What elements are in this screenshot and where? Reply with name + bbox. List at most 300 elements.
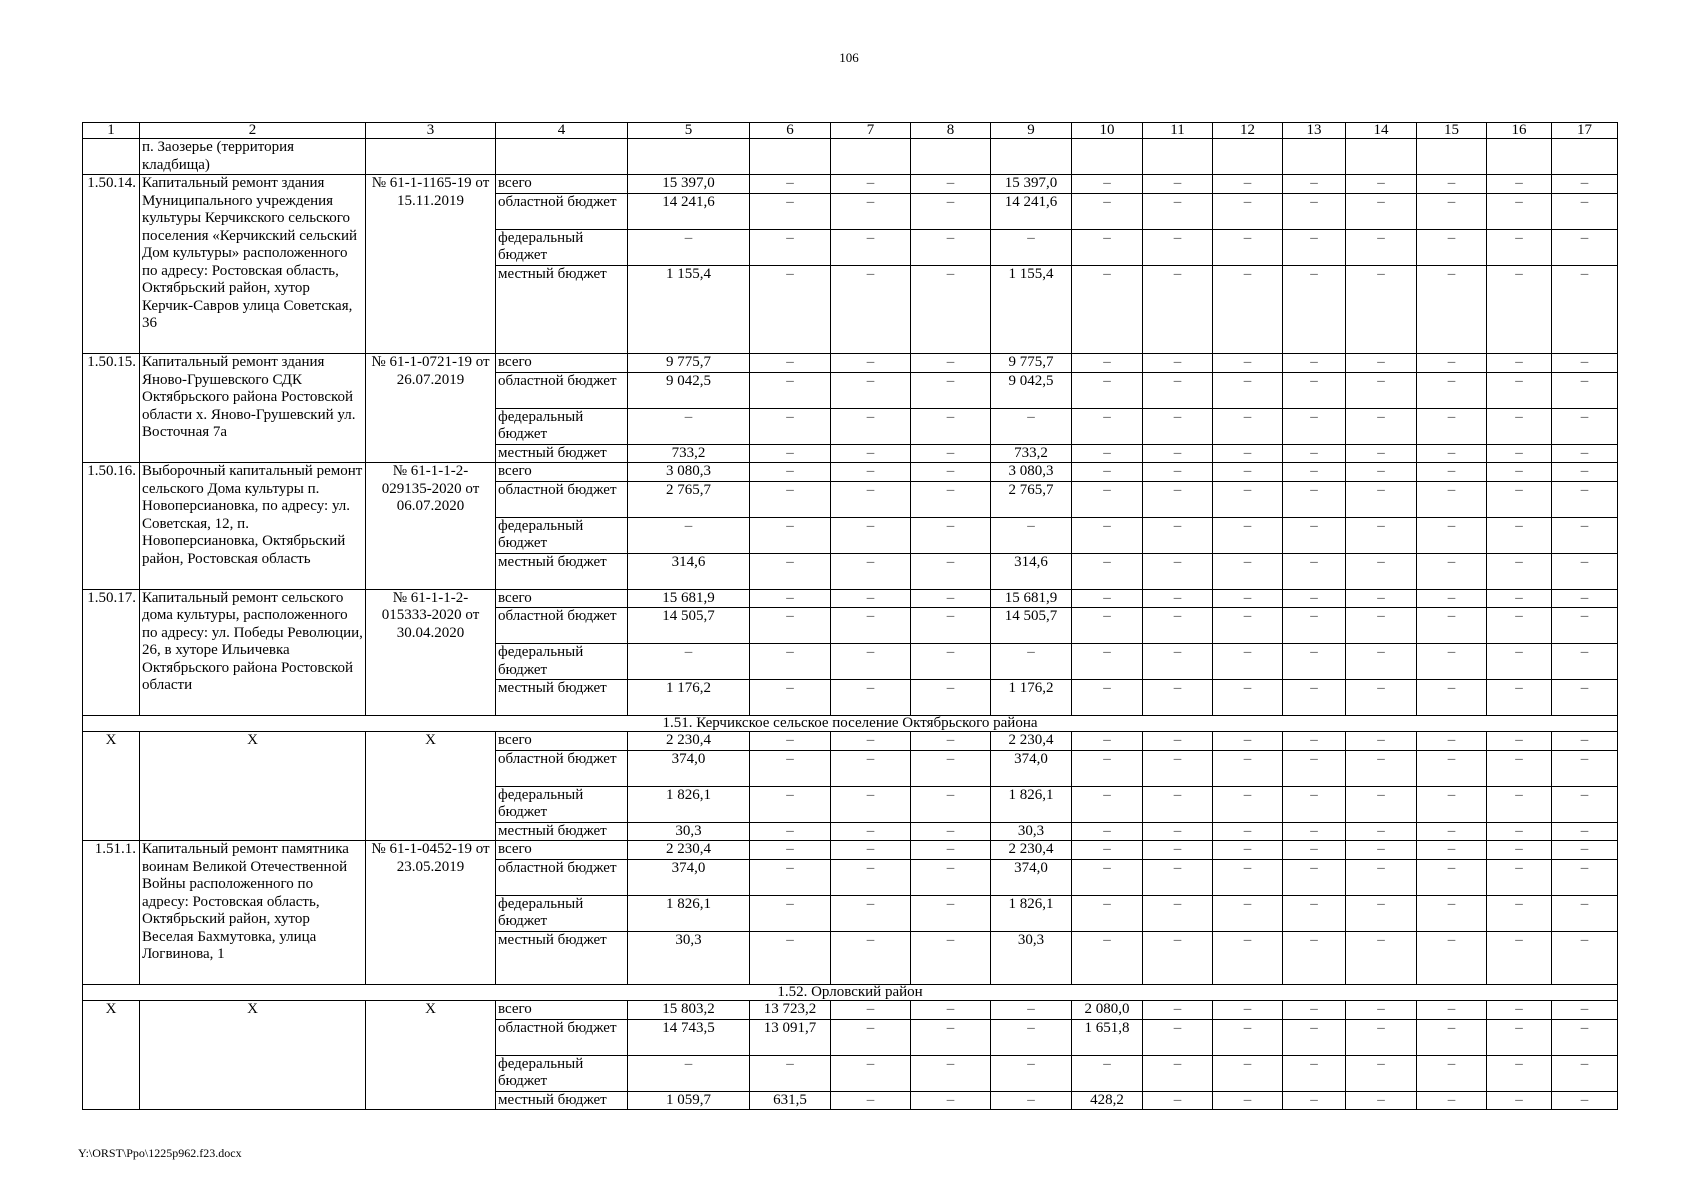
dash-cell: – (750, 608, 831, 644)
dash-cell: – (750, 372, 831, 408)
dash-cell: – (1346, 589, 1417, 608)
dash-cell: – (1487, 859, 1552, 895)
dash-cell: – (911, 822, 991, 841)
dash-cell: – (1487, 589, 1552, 608)
fund-label: местный бюджет (496, 680, 628, 716)
value-cell: 30,3 (991, 822, 1072, 841)
dash-cell: – (1487, 1019, 1552, 1055)
dash-cell: – (1552, 372, 1618, 408)
dash-cell: – (1552, 841, 1618, 860)
dash-cell: – (1417, 895, 1487, 931)
dash-cell: – (1143, 859, 1213, 895)
table-cell (1552, 139, 1618, 175)
dash-cell: – (1552, 481, 1618, 517)
fund-label: областной бюджет (496, 750, 628, 786)
dash-cell: – (1143, 463, 1213, 482)
dash-cell: – (1072, 229, 1143, 265)
column-header: 13 (1283, 123, 1346, 139)
dash-cell: – (1417, 481, 1487, 517)
doc-number: № 61-1-1-2-029135-2020 от 06.07.2020 (366, 463, 496, 590)
dash-cell: – (1417, 444, 1487, 463)
dash-cell: – (911, 1001, 991, 1020)
dash-cell: – (911, 354, 991, 373)
dash-cell: – (831, 1091, 911, 1110)
dash-cell: – (1072, 517, 1143, 553)
fund-label: всего (496, 354, 628, 373)
dash-cell: – (911, 608, 991, 644)
dash-cell: – (1213, 608, 1283, 644)
dash-cell: – (911, 444, 991, 463)
dash-cell: – (831, 372, 911, 408)
dash-cell: – (750, 481, 831, 517)
fund-label: всего (496, 841, 628, 860)
dash-cell: – (911, 265, 991, 354)
dash-cell: – (1283, 841, 1346, 860)
dash-cell: – (831, 644, 911, 680)
dash-cell: – (1143, 372, 1213, 408)
dash-cell: – (1552, 1055, 1618, 1091)
dash-cell: – (1417, 354, 1487, 373)
dash-cell: – (1487, 841, 1552, 860)
value-cell: 428,2 (1072, 1091, 1143, 1110)
dash-cell: – (1487, 1055, 1552, 1091)
dash-cell: – (1072, 680, 1143, 716)
dash-cell: – (1487, 265, 1552, 354)
value-cell: 9 775,7 (991, 354, 1072, 373)
dash-cell: – (831, 859, 911, 895)
table-cell (750, 139, 831, 175)
value-cell: 13 091,7 (750, 1019, 831, 1055)
fund-label: федеральный бюджет (496, 644, 628, 680)
dash-cell: – (1283, 481, 1346, 517)
dash-cell: – (831, 193, 911, 229)
dash-cell: – (1552, 859, 1618, 895)
dash-cell: – (750, 175, 831, 194)
dash-cell: – (1283, 354, 1346, 373)
fund-label: федеральный бюджет (496, 895, 628, 931)
dash-cell: – (1213, 553, 1283, 589)
value-cell: – (750, 1055, 831, 1091)
value-cell: 1 651,8 (1072, 1019, 1143, 1055)
table-row (83, 354, 1618, 373)
value-cell: 15 397,0 (991, 175, 1072, 194)
dash-cell: – (1283, 895, 1346, 931)
object-name: Капитальный ремонт памятника воинам Великой Отечественной Войны расположенного по адресу: Ростовская область, Октябрьский район, хутор Веселая Бахмутовка, улица Логвинова, 1 (140, 841, 366, 985)
dash-cell: – (1487, 644, 1552, 680)
dash-cell: – (1346, 608, 1417, 644)
dash-cell: – (1552, 680, 1618, 716)
dash-cell: – (1283, 229, 1346, 265)
dash-cell: – (991, 1091, 1072, 1110)
x-mark: X (366, 732, 496, 841)
dash-cell: – (1213, 229, 1283, 265)
dash-cell: – (1346, 1019, 1417, 1055)
dash-cell: – (1417, 589, 1487, 608)
dash-cell: – (831, 1055, 911, 1091)
dash-cell: – (1283, 859, 1346, 895)
header-row (83, 123, 1618, 139)
dash-cell: – (1346, 408, 1417, 444)
dash-cell: – (1346, 553, 1417, 589)
row-number: 1.51.1. (83, 841, 140, 985)
dash-cell: – (1417, 175, 1487, 194)
x-mark: X (83, 732, 140, 841)
column-header: 16 (1487, 123, 1552, 139)
row-number: 1.50.17. (83, 589, 140, 716)
value-cell: 314,6 (628, 553, 750, 589)
dash-cell: – (1346, 822, 1417, 841)
dash-cell: – (911, 372, 991, 408)
dash-cell: – (750, 644, 831, 680)
dash-cell: – (1143, 229, 1213, 265)
dash-cell: – (1346, 229, 1417, 265)
dash-cell: – (750, 265, 831, 354)
dash-cell: – (1072, 750, 1143, 786)
value-cell: 3 080,3 (628, 463, 750, 482)
dash-cell: – (1417, 265, 1487, 354)
dash-cell: – (1213, 175, 1283, 194)
column-header: 7 (831, 123, 911, 139)
dash-cell: – (1487, 372, 1552, 408)
section-row (83, 716, 1618, 732)
dash-cell: – (1143, 750, 1213, 786)
fund-label: федеральный бюджет (496, 229, 628, 265)
dash-cell: – (750, 895, 831, 931)
dash-cell: – (1143, 175, 1213, 194)
dash-cell: – (750, 444, 831, 463)
dash-cell: – (1213, 408, 1283, 444)
dash-cell: – (1143, 841, 1213, 860)
dash-cell: – (1283, 1019, 1346, 1055)
dash-cell: – (1417, 1019, 1487, 1055)
dash-cell: – (750, 193, 831, 229)
dash-cell: – (1213, 463, 1283, 482)
dash-cell: – (1552, 408, 1618, 444)
row-number: 1.50.15. (83, 354, 140, 463)
dash-cell: – (1487, 931, 1552, 985)
doc-number: № 61-1-1-2-015333-2020 от 30.04.2020 (366, 589, 496, 716)
dash-cell: – (1213, 841, 1283, 860)
column-header: 15 (1417, 123, 1487, 139)
table-cell (1283, 139, 1346, 175)
dash-cell: – (1143, 265, 1213, 354)
dash-cell: – (1072, 175, 1143, 194)
dash-cell: – (1213, 680, 1283, 716)
dash-cell: – (1417, 408, 1487, 444)
dash-cell: – (1143, 408, 1213, 444)
dash-cell: – (911, 644, 991, 680)
dash-cell: – (1072, 589, 1143, 608)
dash-cell: – (1213, 517, 1283, 553)
value-cell: 2 765,7 (991, 481, 1072, 517)
dash-cell: – (1487, 354, 1552, 373)
dash-cell: – (911, 732, 991, 751)
dash-cell: – (1143, 1019, 1213, 1055)
dash-cell: – (1552, 229, 1618, 265)
table-cell (366, 139, 496, 175)
dash-cell: – (831, 481, 911, 517)
value-cell: 14 505,7 (628, 608, 750, 644)
dash-cell: – (831, 463, 911, 482)
dash-cell: – (1143, 680, 1213, 716)
column-header: 8 (911, 123, 991, 139)
dash-cell: – (1487, 408, 1552, 444)
dash-cell: – (1143, 1055, 1213, 1091)
value-cell: – (628, 644, 750, 680)
object-name: п. Заозерье (территория кладбища) (140, 139, 366, 175)
dash-cell: – (1143, 553, 1213, 589)
dash-cell: – (1213, 481, 1283, 517)
dash-cell: – (1346, 841, 1417, 860)
dash-cell: – (1417, 822, 1487, 841)
dash-cell: – (1417, 680, 1487, 716)
value-cell: 1 155,4 (991, 265, 1072, 354)
dash-cell: – (1346, 265, 1417, 354)
dash-cell: – (750, 408, 831, 444)
dash-cell: – (1417, 553, 1487, 589)
dash-cell: – (1346, 1001, 1417, 1020)
dash-cell: – (1283, 732, 1346, 751)
dash-cell: – (1552, 786, 1618, 822)
dash-cell: – (750, 463, 831, 482)
dash-cell: – (1417, 841, 1487, 860)
dash-cell: – (911, 786, 991, 822)
dash-cell: – (1417, 859, 1487, 895)
dash-cell: – (911, 463, 991, 482)
dash-cell: – (1487, 481, 1552, 517)
fund-label: всего (496, 732, 628, 751)
dash-cell: – (1487, 1001, 1552, 1020)
dash-cell: – (1487, 175, 1552, 194)
x-mark: X (366, 1001, 496, 1110)
dash-cell: – (1072, 265, 1143, 354)
dash-cell: – (831, 589, 911, 608)
value-cell: 1 155,4 (628, 265, 750, 354)
dash-cell: – (750, 750, 831, 786)
x-mark: X (140, 1001, 366, 1110)
table-row (83, 139, 1618, 175)
dash-cell: – (1072, 859, 1143, 895)
dash-cell: – (1072, 408, 1143, 444)
column-header: 11 (1143, 123, 1213, 139)
dash-cell: – (1487, 229, 1552, 265)
dash-cell: – (911, 175, 991, 194)
fund-label: всего (496, 175, 628, 194)
dash-cell: – (1283, 1055, 1346, 1091)
dash-cell: – (1283, 517, 1346, 553)
table-cell (83, 139, 140, 175)
dash-cell: – (750, 517, 831, 553)
table-cell (911, 139, 991, 175)
value-cell: 3 080,3 (991, 463, 1072, 482)
dash-cell: – (1143, 822, 1213, 841)
section-row (83, 985, 1618, 1001)
fund-label: областной бюджет (496, 481, 628, 517)
dash-cell: – (1552, 608, 1618, 644)
dash-cell: – (1417, 1091, 1487, 1110)
dash-cell: – (1143, 1001, 1213, 1020)
dash-cell: – (1552, 822, 1618, 841)
section-title: 1.52. Орловский район (83, 985, 1618, 1001)
dash-cell: – (831, 841, 911, 860)
value-cell: 2 230,4 (991, 732, 1072, 751)
dash-cell: – (1283, 608, 1346, 644)
dash-cell: – (831, 822, 911, 841)
dash-cell: – (750, 229, 831, 265)
dash-cell: – (1552, 517, 1618, 553)
dash-cell: – (1143, 444, 1213, 463)
value-cell: 1 826,1 (628, 895, 750, 931)
dash-cell: – (1417, 931, 1487, 985)
dash-cell: – (1283, 822, 1346, 841)
value-cell: – (991, 644, 1072, 680)
value-cell: 374,0 (991, 750, 1072, 786)
doc-number: № 61-1-1165-19 от 15.11.2019 (366, 175, 496, 354)
dash-cell: – (911, 589, 991, 608)
dash-cell: – (1072, 372, 1143, 408)
value-cell: 1 176,2 (628, 680, 750, 716)
object-name: Капитальный ремонт здания Яново-Грушевского СДК Октябрьского района Ростовской области х. Яново-Грушевский ул. Восточная 7а (140, 354, 366, 463)
dash-cell: – (1552, 589, 1618, 608)
value-cell: 15 681,9 (628, 589, 750, 608)
dash-cell: – (1283, 931, 1346, 985)
dash-cell: – (1487, 444, 1552, 463)
dash-cell: – (1346, 786, 1417, 822)
table-row (83, 463, 1618, 482)
dash-cell: – (1346, 859, 1417, 895)
fund-label: местный бюджет (496, 265, 628, 354)
dash-cell: – (1283, 463, 1346, 482)
table-cell (1143, 139, 1213, 175)
row-number: 1.50.14. (83, 175, 140, 354)
value-cell: 14 241,6 (628, 193, 750, 229)
dash-cell: – (1143, 193, 1213, 229)
dash-cell: – (750, 589, 831, 608)
table-cell (831, 139, 911, 175)
dash-cell: – (1283, 444, 1346, 463)
dash-cell: – (831, 444, 911, 463)
value-cell: 2 765,7 (628, 481, 750, 517)
dash-cell: – (831, 553, 911, 589)
dash-cell: – (1072, 481, 1143, 517)
dash-cell: – (1417, 463, 1487, 482)
budget-table (82, 122, 1618, 1110)
dash-cell: – (1283, 193, 1346, 229)
dash-cell: – (911, 481, 991, 517)
dash-cell: – (1072, 608, 1143, 644)
dash-cell: – (1213, 372, 1283, 408)
fund-label: областной бюджет (496, 608, 628, 644)
value-cell: 14 241,6 (991, 193, 1072, 229)
dash-cell: – (1552, 444, 1618, 463)
dash-cell: – (1487, 732, 1552, 751)
dash-cell: – (1346, 463, 1417, 482)
dash-cell: – (1346, 1055, 1417, 1091)
fund-label: областной бюджет (496, 372, 628, 408)
column-header: 17 (1552, 123, 1618, 139)
object-name: Капитальный ремонт сельского дома культуры, расположенного по адресу: ул. Победы Революции, 26, в хуторе Ильичевка Октябрьского района Ростовской области (140, 589, 366, 716)
value-cell: – (991, 517, 1072, 553)
fund-label: федеральный бюджет (496, 1055, 628, 1091)
dash-cell: – (1346, 750, 1417, 786)
value-cell: – (991, 408, 1072, 444)
dash-cell: – (1417, 750, 1487, 786)
dash-cell: – (831, 229, 911, 265)
dash-cell: – (1417, 193, 1487, 229)
value-cell: 374,0 (628, 750, 750, 786)
dash-cell: – (1213, 931, 1283, 985)
value-cell: 2 080,0 (1072, 1001, 1143, 1020)
dash-cell: – (1552, 644, 1618, 680)
dash-cell: – (1346, 1091, 1417, 1110)
dash-cell: – (911, 1019, 991, 1055)
dash-cell: – (1143, 732, 1213, 751)
dash-cell: – (1213, 859, 1283, 895)
dash-cell: – (1417, 1001, 1487, 1020)
column-header: 1 (83, 123, 140, 139)
dash-cell: – (911, 1055, 991, 1091)
dash-cell: – (1072, 644, 1143, 680)
dash-cell: – (1346, 372, 1417, 408)
column-header: 6 (750, 123, 831, 139)
dash-cell: – (750, 553, 831, 589)
column-header: 4 (496, 123, 628, 139)
dash-cell: – (1213, 822, 1283, 841)
dash-cell: – (1143, 644, 1213, 680)
dash-cell: – (1417, 786, 1487, 822)
table-row (83, 1001, 1618, 1020)
dash-cell: – (1552, 1001, 1618, 1020)
footer-file-path: Y:\ORST\Ppo\1225p962.f23.docx (78, 1146, 242, 1160)
dash-cell: – (831, 354, 911, 373)
value-cell: 15 681,9 (991, 589, 1072, 608)
dash-cell: – (1072, 822, 1143, 841)
dash-cell: – (1283, 408, 1346, 444)
dash-cell: – (1143, 931, 1213, 985)
dash-cell: – (1552, 895, 1618, 931)
dash-cell: – (1213, 354, 1283, 373)
table-cell (1346, 139, 1417, 175)
dash-cell: – (831, 175, 911, 194)
fund-label: областной бюджет (496, 859, 628, 895)
dash-cell: – (1346, 732, 1417, 751)
dash-cell: – (1346, 931, 1417, 985)
dash-cell: – (1072, 444, 1143, 463)
dash-cell: – (1213, 193, 1283, 229)
value-cell: 2 230,4 (991, 841, 1072, 860)
dash-cell: – (1283, 644, 1346, 680)
dash-cell: – (1417, 372, 1487, 408)
dash-cell: – (1417, 608, 1487, 644)
dash-cell: – (1417, 229, 1487, 265)
dash-cell: – (1487, 517, 1552, 553)
dash-cell: – (991, 1055, 1072, 1091)
dash-cell: – (1552, 553, 1618, 589)
table-cell (1072, 139, 1143, 175)
dash-cell: – (1552, 750, 1618, 786)
dash-cell: – (831, 750, 911, 786)
dash-cell: – (1143, 589, 1213, 608)
fund-label: областной бюджет (496, 193, 628, 229)
value-cell: 631,5 (750, 1091, 831, 1110)
dash-cell: – (831, 732, 911, 751)
dash-cell: – (1213, 750, 1283, 786)
column-header: 9 (991, 123, 1072, 139)
dash-cell: – (1283, 1091, 1346, 1110)
dash-cell: – (1346, 193, 1417, 229)
value-cell: – (628, 517, 750, 553)
value-cell: 1 826,1 (991, 786, 1072, 822)
